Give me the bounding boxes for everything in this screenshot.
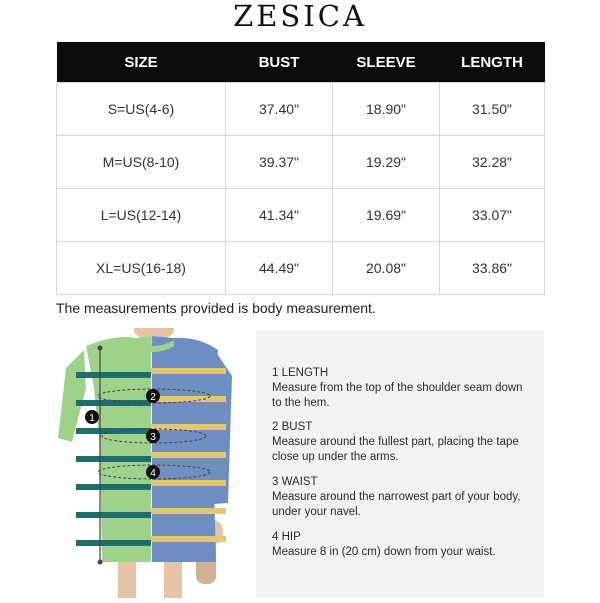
measurement-guide-panel	[256, 330, 544, 598]
guide-title: 4 HIP	[272, 531, 301, 543]
marker-1	[85, 410, 99, 424]
cell-length: 33.86"	[440, 242, 545, 295]
header-size: SIZE	[57, 42, 226, 83]
leg-right	[164, 560, 182, 598]
cell-size: M=US(8-10)	[57, 136, 226, 189]
cell-length: 31.50"	[440, 83, 545, 136]
guide-text: Measure 8 in (20 cm) down from your waist.	[272, 546, 496, 558]
measurement-note: The measurements provided is body measurement.	[56, 300, 376, 316]
table-row	[57, 242, 545, 295]
guide-text: Measure around the narrowest part of your body, under your navel.	[272, 491, 521, 518]
dress-green-half	[86, 336, 152, 562]
marker-4	[146, 465, 160, 479]
guide-text: Measure around the fullest part, placing the tape close up under the arms.	[272, 436, 519, 463]
marker-3	[146, 429, 160, 443]
cell-bust: 41.34"	[226, 189, 333, 242]
cell-sleeve: 19.29"	[333, 136, 440, 189]
svg-text:3: 3	[150, 432, 156, 443]
guide-title: 2 BUST	[272, 421, 313, 433]
cell-length: 32.28"	[440, 136, 545, 189]
cell-sleeve: 20.08"	[333, 242, 440, 295]
sweater-dress-illustration	[56, 328, 248, 598]
header-length: LENGTH	[440, 42, 545, 83]
cell-sleeve: 18.90"	[333, 83, 440, 136]
cell-size: S=US(4-6)	[57, 83, 226, 136]
guide-item-waist	[272, 475, 534, 520]
marker-2	[146, 389, 160, 403]
svg-text:2: 2	[150, 392, 156, 403]
table-row	[57, 189, 545, 242]
size-chart-table	[56, 42, 545, 295]
cell-bust: 39.37"	[226, 136, 333, 189]
brand-logo: ZESICA	[233, 0, 367, 33]
guide-item-length	[272, 366, 534, 411]
guide-title: 1 LENGTH	[272, 367, 329, 379]
leg-left	[118, 560, 136, 598]
svg-text:4: 4	[150, 468, 156, 479]
cell-length: 33.07"	[440, 189, 545, 242]
table-row	[57, 83, 545, 136]
model-figure	[56, 328, 248, 598]
cell-size: XL=US(16-18)	[57, 242, 226, 295]
guide-title: 3 WAIST	[272, 476, 318, 488]
cell-bust: 44.49"	[226, 242, 333, 295]
header-sleeve: SLEEVE	[333, 42, 440, 83]
guide-item-bust	[272, 420, 534, 465]
guide-text: Measure from the top of the shoulder seam down to the hem.	[272, 382, 523, 409]
guide-item-hip	[272, 530, 534, 560]
table-row	[57, 136, 545, 189]
header-bust: BUST	[226, 42, 333, 83]
cell-size: L=US(12-14)	[57, 189, 226, 242]
cell-bust: 37.40"	[226, 83, 333, 136]
svg-text:1: 1	[89, 413, 95, 424]
cell-sleeve: 19.69"	[333, 189, 440, 242]
table-header-row	[57, 42, 545, 83]
